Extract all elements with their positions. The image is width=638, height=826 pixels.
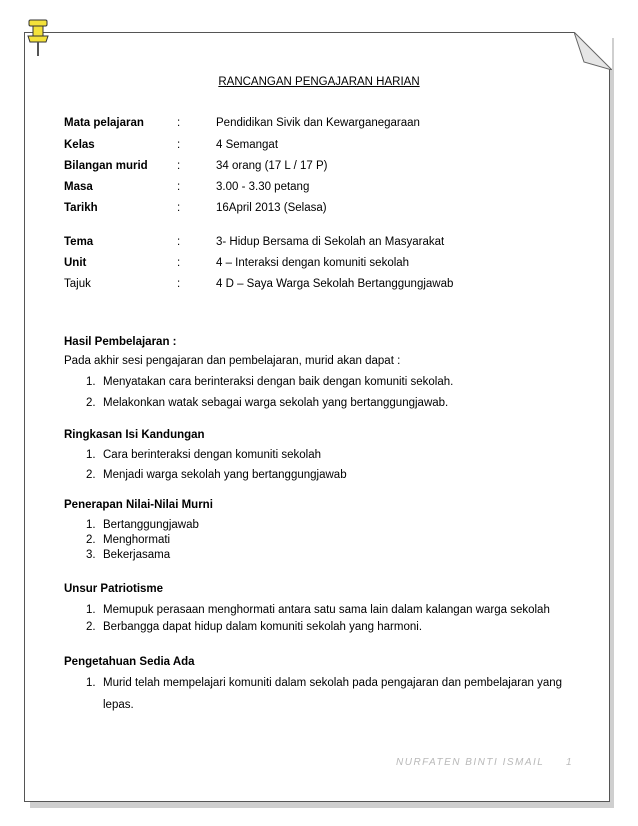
info-label: Kelas bbox=[64, 139, 95, 151]
info-label: Unit bbox=[64, 257, 87, 269]
section-heading-ringkasan: Ringkasan Isi Kandungan bbox=[64, 429, 205, 441]
list-text: Bekerjasama bbox=[103, 549, 171, 561]
info-colon: : bbox=[177, 257, 181, 269]
list-number: 3. bbox=[86, 549, 96, 561]
info-label: Tarikh bbox=[64, 202, 98, 214]
section-heading-pengetahuan: Pengetahuan Sedia Ada bbox=[64, 656, 195, 668]
list-item bbox=[86, 376, 453, 388]
info-label: Mata pelajaran bbox=[64, 117, 144, 129]
info-label: Tajuk bbox=[64, 278, 91, 290]
list-text: Melakonkan watak sebagai warga sekolah yang bertanggungjawab. bbox=[103, 397, 449, 409]
list-text: Menghormati bbox=[103, 534, 171, 546]
info-value: Pendidikan Sivik dan Kewarganegaraan bbox=[216, 117, 420, 129]
info-label: Bilangan murid bbox=[64, 160, 148, 172]
list-item bbox=[86, 449, 321, 461]
page-curl-icon bbox=[574, 32, 612, 70]
list-text: Menyatakan cara berinteraksi dengan baik dengan komuniti sekolah. bbox=[103, 376, 454, 388]
info-value: 16April 2013 (Selasa) bbox=[216, 202, 327, 214]
document-title: RANCANGAN PENGAJARAN HARIAN bbox=[218, 76, 420, 88]
info-value: 3- Hidup Bersama di Sekolah an Masyarakat bbox=[216, 236, 445, 248]
list-item-continuation: lepas. bbox=[103, 699, 134, 711]
info-colon: : bbox=[177, 202, 181, 214]
list-text: Bertanggungjawab bbox=[103, 519, 199, 531]
list-text: Murid telah mempelajari komuniti dalam sekolah pada pengajaran dan pembelajaran yang bbox=[103, 677, 563, 689]
info-colon: : bbox=[177, 139, 181, 151]
info-colon: : bbox=[177, 181, 181, 193]
page-number: 1 bbox=[566, 757, 572, 768]
info-value: 3.00 - 3.30 petang bbox=[216, 181, 310, 193]
list-text: Memupuk perasaan menghormati antara satu sama lain dalam kalangan warga sekolah bbox=[103, 604, 550, 616]
info-value: 4 Semangat bbox=[216, 139, 279, 151]
info-label: Tema bbox=[64, 236, 94, 248]
list-item bbox=[86, 397, 448, 409]
list-number: 2. bbox=[86, 397, 96, 409]
list-number: 1. bbox=[86, 376, 96, 388]
list-text: Berbangga dapat hidup dalam komuniti sekolah yang harmoni. bbox=[103, 621, 423, 633]
list-text: Cara berinteraksi dengan komuniti sekolah bbox=[103, 449, 321, 461]
info-value: 4 D – Saya Warga Sekolah Bertanggungjawab bbox=[216, 278, 454, 290]
list-number: 1. bbox=[86, 604, 96, 616]
info-colon: : bbox=[177, 278, 181, 290]
info-colon: : bbox=[177, 160, 181, 172]
section-heading-hasil: Hasil Pembelajaran : bbox=[64, 336, 177, 348]
list-item bbox=[86, 621, 422, 633]
footer-author: NURFATEN BINTI ISMAIL bbox=[396, 757, 545, 768]
section-intro-hasil: Pada akhir sesi pengajaran dan pembelajaran, murid akan dapat : bbox=[64, 355, 401, 367]
info-colon: : bbox=[177, 236, 181, 248]
info-colon: : bbox=[177, 117, 181, 129]
info-label: Masa bbox=[64, 181, 93, 193]
pushpin-icon bbox=[26, 18, 50, 58]
list-item bbox=[86, 519, 199, 531]
list-number: 2. bbox=[86, 534, 96, 546]
info-value: 34 orang (17 L / 17 P) bbox=[216, 160, 328, 172]
list-item bbox=[86, 534, 170, 546]
list-text: Menjadi warga sekolah yang bertanggungjawab bbox=[103, 469, 347, 481]
list-item bbox=[86, 549, 170, 561]
list-item bbox=[86, 469, 347, 481]
list-number: 1. bbox=[86, 677, 96, 689]
list-number: 2. bbox=[86, 469, 96, 481]
list-number: 1. bbox=[86, 449, 96, 461]
list-item bbox=[86, 677, 562, 689]
info-value: 4 – Interaksi dengan komuniti sekolah bbox=[216, 257, 410, 269]
list-item bbox=[86, 604, 550, 616]
list-number: 2. bbox=[86, 621, 96, 633]
section-heading-patriotisme: Unsur Patriotisme bbox=[64, 583, 164, 595]
list-number: 1. bbox=[86, 519, 96, 531]
section-heading-nilai: Penerapan Nilai-Nilai Murni bbox=[64, 499, 213, 511]
